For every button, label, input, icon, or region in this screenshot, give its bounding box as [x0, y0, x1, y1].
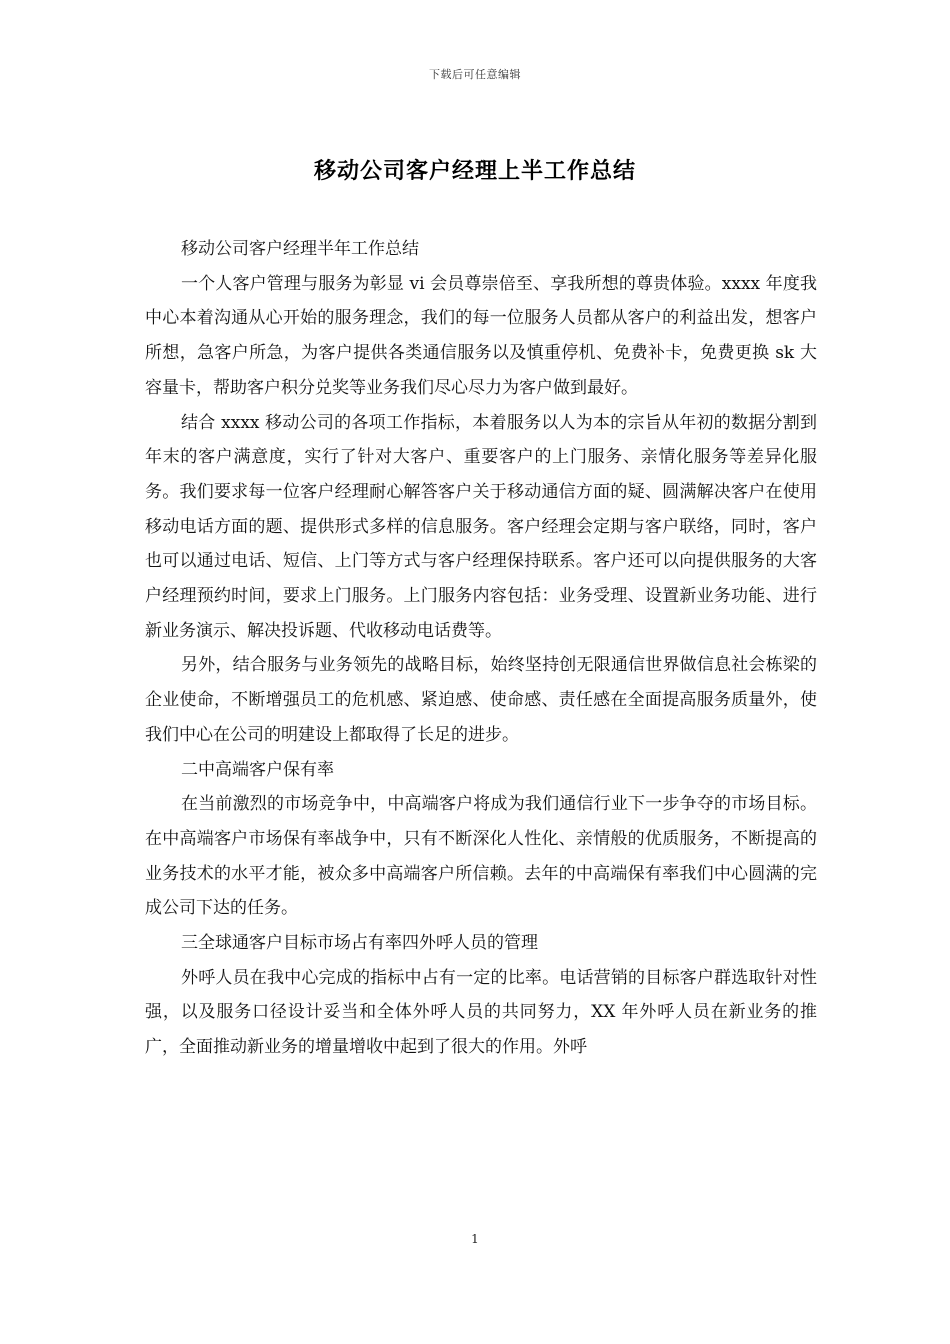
section-heading: 二中高端客户保有率: [181, 759, 334, 780]
paragraph: 在当前激烈的市场竞争中，中高端客户将成为我们通信行业下一步争夺的市场目标。在中高端客户市场保有率战争中，只有不断深化人性化、亲情般的优质服务，不断提高的业务技术的水平才能，被众多中高端客户所信赖。去年的中高端保有率我们中心圆满的完成公司下达的任务。: [145, 794, 817, 919]
section-heading: 三全球通客户目标市场占有率四外呼人员的管理: [181, 933, 538, 954]
paragraph: 另外，结合服务与业务领先的战略目标，始终坚持创无限通信世界做信息社会栋梁的企业使命，不断增强员工的危机感、紧迫感、使命感、责任感在全面提高服务质量外，使我们中心在公司的明建设上都取得了长足的进步。: [145, 655, 817, 745]
page-number: 1: [471, 1232, 479, 1246]
header-note: 下载后可任意编辑: [429, 68, 521, 81]
document-title: 移动公司客户经理上半工作总结: [313, 158, 636, 184]
document-body: [145, 232, 817, 1065]
paragraph: 外呼人员在我中心完成的指标中占有一定的比率。电话营销的目标客户群选取针对性强，以及服务口径设计妥当和全体外呼人员的共同努力，XX 年外呼人员在新业务的推广，全面推动新业务的增量增收中起到了很大的作用。外呼: [145, 967, 817, 1058]
paragraph: 结合 xxxx 移动公司的各项工作指标，本着服务以人为本的宗旨从年初的数据分割到年末的客户满意度，实行了针对大客户、重要客户的上门服务、亲情化服务等差异化服务。我们要求每一位客户经理耐心解答客户关于移动通信方面的疑、圆满解决客户在使用移动电话方面的题、提供形式多样的信息服务。客户经理会定期与客户联络，同时，客户也可以通过电话、短信、上门等方式与客户经理保持联系。客户还可以向提供服务的大客户经理预约时间，要求上门服务。上门服务内容包括：业务受理、设置新业务功能、进行新业务演示、解决投诉题、代收移动电话费等。: [145, 412, 817, 641]
paragraph-subtitle: 移动公司客户经理半年工作总结: [181, 239, 419, 259]
paragraph: 一个人客户管理与服务为彰显 vi 会员尊崇倍至、享我所想的尊贵体验。xxxx 年度我中心本着沟通从心开始的服务理念，我们的每一位服务人员都从客户的利益出发，想客户所想，急客户所急，为客户提供各类通信服务以及慎重停机、免费补卡，免费更换 sk 大容量卡，帮助客户积分兑奖等业务我们尽心尽力为客户做到最好。: [145, 273, 817, 398]
